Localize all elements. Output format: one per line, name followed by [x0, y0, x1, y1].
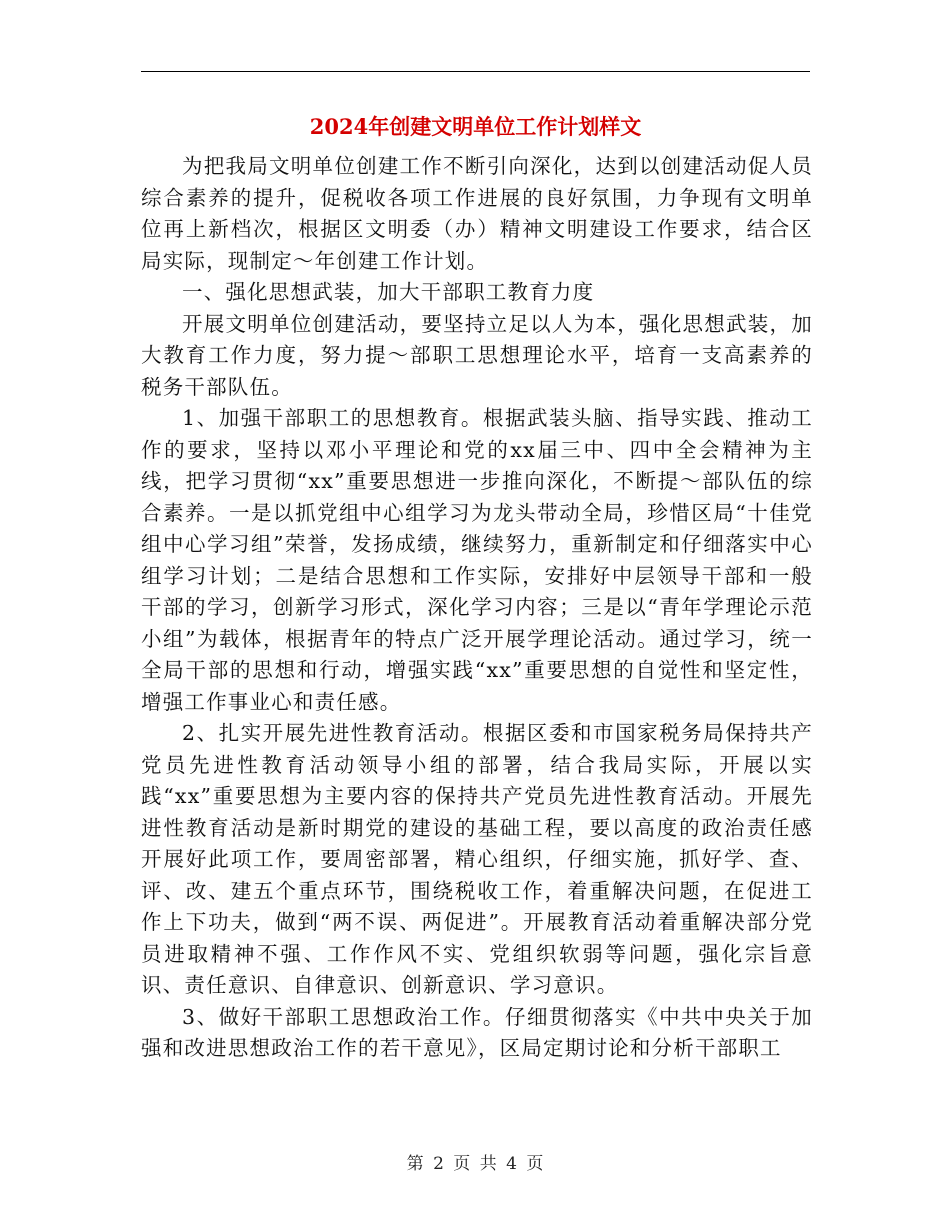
section-intro-paragraph: 开展文明单位创建活动，要坚持立足以人为本，强化思想武装，加大教育工作力度，努力提～部职工思想理论水平，培育一支高素养的税务干部队伍。 — [141, 311, 813, 399]
header-divider — [141, 71, 810, 72]
document-title: 2024年创建文明单位工作计划样文 — [309, 114, 642, 139]
page-number-footer: 第 2 页 共 4 页 — [406, 1154, 544, 1174]
item-1-paragraph: 1、加强干部职工的思想教育。根据武装头脑、指导实践、推动工作的要求，坚持以邓小平理论和党的xx届三中、四中全会精神为主线，把学习贯彻“xx”重要思想进一步推向深化，不断提～部队伍的综合素养。一是以抓党组中心组学习为龙头带动全局，珍惜区局“十佳党组中心学习组”荣誉，发扬成绩，继续努力，重新制定和仔细落实中心组学习计划；二是结合思想和工作实际，安排好中层领导干部和一般干部的学习，创新学习形式，深化学习内容；三是以“青年学理论示范小组”为载体，根据青年的特点广泛开展学理论活动。通过学习，统一全局干部的思想和行动，增强实践“xx”重要思想的自觉性和坚定性，增强工作事业心和责任感。 — [141, 406, 813, 714]
document-body — [141, 151, 813, 1065]
item-2-paragraph: 2、扎实开展先进性教育活动。根据区委和市国家税务局保持共产党员先进性教育活动领导小组的部署，结合我局实际，开展以实践“xx”重要思想为主要内容的保持共产党员先进性教育活动。开展先进性教育活动是新时期党的建设的基础工程，要以高度的政治责任感开展好此项工作，要周密部署，精心组织，仔细实施，抓好学、查、评、改、建五个重点环节，围绕税收工作，着重解决问题，在促进工作上下功夫，做到“两不误、两促进”。开展教育活动着重解决部分党员进取精神不强、工作作风不实、党组织软弱等问题，强化宗旨意识、责任意识、自律意识、创新意识、学习意识。 — [141, 721, 813, 997]
item-3-paragraph: 3、做好干部职工思想政治工作。仔细贯彻落实《中共中央关于加强和改进思想政治工作的若干意见》，区局定期讨论和分析干部职工 — [141, 1004, 813, 1060]
intro-paragraph: 为把我局文明单位创建工作不断引向深化，达到以创建活动促人员综合素养的提升，促税收各项工作进展的良好氛围，力争现有文明单位再上新档次，根据区文明委（办）精神文明建设工作要求，结合区局实际，现制定～年创建工作计划。 — [141, 154, 813, 273]
section-heading: 一、强化思想武装，加大干部职工教育力度 — [182, 280, 595, 304]
